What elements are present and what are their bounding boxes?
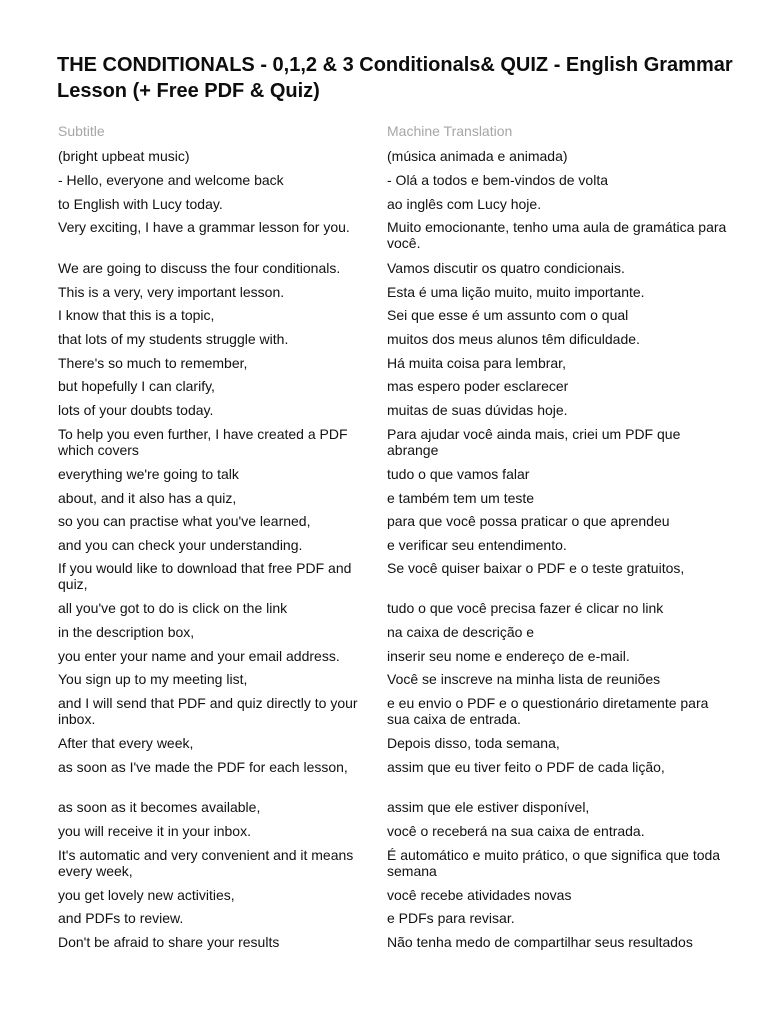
- subtitle-cell: There's so much to remember,: [58, 355, 248, 371]
- translation-cell: e também tem um teste: [387, 490, 535, 506]
- translation-cell: na caixa de descrição e: [387, 624, 535, 640]
- translation-cell: tudo o que vamos falar: [387, 466, 530, 482]
- translation-cell: Para ajudar você ainda mais, criei um PDF que abrange: [387, 426, 681, 458]
- subtitle-cell: Very exciting, I have a grammar lesson for you.: [58, 219, 350, 235]
- subtitle-cell: After that every week,: [58, 735, 194, 751]
- translation-cell: Você se inscreve na minha lista de reuniões: [387, 671, 661, 687]
- subtitle-cell: about, and it also has a quiz,: [58, 490, 237, 506]
- subtitle-cell: you get lovely new activities,: [58, 887, 235, 903]
- subtitle-cell: everything we're going to talk: [58, 466, 239, 482]
- translation-cell: Sei que esse é um assunto com o qual: [387, 307, 629, 323]
- translation-cell: Vamos discutir os quatro condicionais.: [387, 260, 625, 276]
- translation-cell: Há muita coisa para lembrar,: [387, 355, 566, 371]
- translation-cell: e PDFs para revisar.: [387, 910, 515, 926]
- subtitle-cell: Don't be afraid to share your results: [58, 934, 280, 950]
- translation-cell: muitos dos meus alunos têm dificuldade.: [387, 331, 640, 347]
- subtitle-cell: (bright upbeat music): [58, 148, 190, 164]
- subtitle-cell: This is a very, very important lesson.: [58, 284, 285, 300]
- subtitle-cell: To help you even further, I have created a PDF which covers: [58, 426, 348, 458]
- subtitle-cell: lots of your doubts today.: [58, 402, 214, 418]
- subtitle-cell: you enter your name and your email address.: [58, 648, 340, 664]
- column-header-machine-translation: Machine Translation: [387, 123, 513, 139]
- subtitle-cell: We are going to discuss the four conditionals.: [58, 260, 341, 276]
- translation-cell: - Olá a todos e bem-vindos de volta: [387, 172, 609, 188]
- translation-cell: Muito emocionante, tenho uma aula de gramática para você.: [387, 219, 727, 251]
- translation-cell: (música animada e animada): [387, 148, 568, 164]
- translation-cell: tudo o que você precisa fazer é clicar no link: [387, 600, 664, 616]
- subtitle-cell: as soon as I've made the PDF for each lesson,: [58, 759, 348, 775]
- translation-cell: Se você quiser baixar o PDF e o teste gratuitos,: [387, 560, 685, 576]
- subtitle-cell: - Hello, everyone and welcome back: [58, 172, 284, 188]
- subtitle-cell: that lots of my students struggle with.: [58, 331, 289, 347]
- subtitle-cell: You sign up to my meeting list,: [58, 671, 248, 687]
- subtitle-cell: and PDFs to review.: [58, 910, 184, 926]
- translation-cell: Não tenha medo de compartilhar seus resultados: [387, 934, 693, 950]
- column-header-subtitle: Subtitle: [58, 123, 105, 139]
- translation-cell: e verificar seu entendimento.: [387, 537, 567, 553]
- subtitle-cell: It's automatic and very convenient and it means every week,: [58, 847, 354, 879]
- page-title: THE CONDITIONALS - 0,1,2 & 3 Conditionals& QUIZ - English Grammar Lesson (+ Free PDF & Quiz): [57, 54, 733, 102]
- subtitle-cell: so you can practise what you've learned,: [58, 513, 311, 529]
- translation-cell: muitas de suas dúvidas hoje.: [387, 402, 568, 418]
- subtitle-cell: but hopefully I can clarify,: [58, 378, 215, 394]
- translation-cell: para que você possa praticar o que aprendeu: [387, 513, 670, 529]
- subtitle-cell: I know that this is a topic,: [58, 307, 215, 323]
- subtitle-cell: and you can check your understanding.: [58, 537, 303, 553]
- translation-cell: e eu envio o PDF e o questionário diretamente para sua caixa de entrada.: [387, 695, 709, 727]
- translation-cell: Esta é uma lição muito, muito importante.: [387, 284, 645, 300]
- subtitle-cell: and I will send that PDF and quiz directly to your inbox.: [58, 695, 358, 727]
- translation-cell: você recebe atividades novas: [387, 887, 572, 903]
- translation-cell: inserir seu nome e endereço de e-mail.: [387, 648, 630, 664]
- translation-cell: Depois disso, toda semana,: [387, 735, 560, 751]
- translation-cell: É automático e muito prático, o que significa que toda semana: [387, 847, 721, 879]
- subtitle-cell: to English with Lucy today.: [58, 196, 223, 212]
- translation-cell: mas espero poder esclarecer: [387, 378, 569, 394]
- translation-cell: assim que ele estiver disponível,: [387, 799, 590, 815]
- subtitle-cell: in the description box,: [58, 624, 195, 640]
- subtitle-cell: If you would like to download that free PDF and quiz,: [58, 560, 352, 592]
- subtitle-cell: all you've got to do is click on the link: [58, 600, 288, 616]
- subtitle-cell: as soon as it becomes available,: [58, 799, 261, 815]
- translation-cell: você o receberá na sua caixa de entrada.: [387, 823, 645, 839]
- translation-cell: assim que eu tiver feito o PDF de cada lição,: [387, 759, 665, 775]
- translation-cell: ao inglês com Lucy hoje.: [387, 196, 542, 212]
- subtitle-cell: you will receive it in your inbox.: [58, 823, 251, 839]
